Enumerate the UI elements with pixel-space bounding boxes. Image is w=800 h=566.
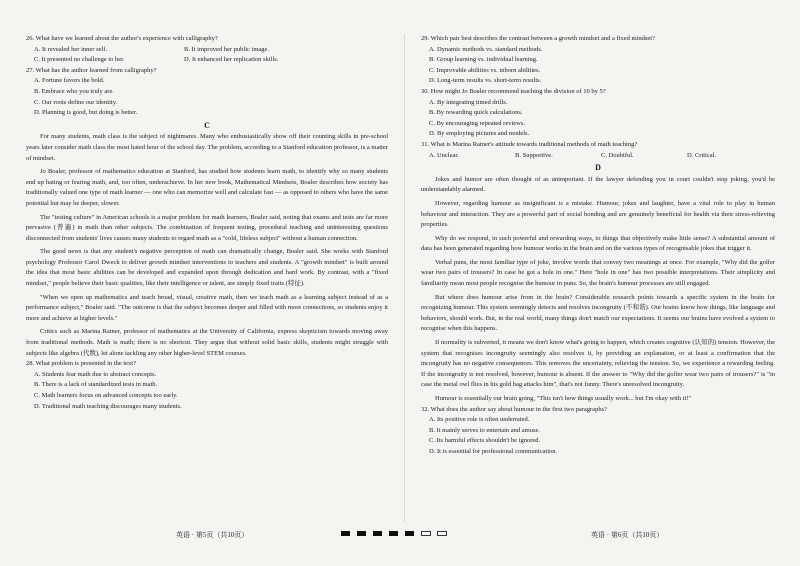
registration-mark	[341, 531, 350, 536]
passage-c-paragraph: Critics such as Marina Ratner, professor of mathematics at the University of California, express skepticism towards moving away from traditional methods. Math is math; there is no shortcut. They argue that without solid basic skills, students might struggle with subjects like algebra (代数), let alone tackling any other higher-level STEM courses.	[26, 328, 388, 357]
question-30-stem: 30. How might Jo Boaler recommend teaching the division of 10 by 5?	[421, 87, 606, 95]
column-divider	[404, 34, 405, 522]
passage-c-paragraph: "When we open up mathematics and teach broad, visual, creative math, then we teach math as a learning subject instead of as a performance subject," Boaler said. "The outcome is that the subject becomes deeper and filled with more connections, so students enjoy it more and achieve at higher levels."	[26, 293, 388, 322]
question-32	[421, 405, 775, 458]
right-column	[421, 34, 775, 458]
option-30a: A. By integrating timed drills.	[429, 98, 508, 106]
passage-d-paragraph: But where does humour arise from in the brain? Considerable research points towards a specific system in the brain for recognizing humour. This system seemingly detects and resolves incongruity (不和谐). Our brains know how things, like language and behaviors, should work. But, in the real world, many things don't match our expectations. It seems our brains have evolved a system to recognise when this happens.	[421, 293, 775, 333]
option-27c: C. Our roots define our identity.	[34, 98, 118, 106]
left-column	[26, 34, 388, 412]
passage-c-paragraph: For many students, math class is the subject of nightmares. Many who enthusiastically show off their counting skills in pre-school years later consider math class the most hated hour of the school day. The problem, according to a Stanford education professor, is a matter of mindset.	[26, 133, 388, 162]
option-28d: D. Traditional math teaching discourages many students.	[34, 402, 182, 410]
question-26-stem: 26. What have we learned about the author's experience with calligraphy?	[26, 35, 218, 42]
question-27	[26, 66, 388, 119]
passage-d-paragraph: Humour is essentially our brain going, "This isn't how things usually work... but I'm okay with it!"	[435, 395, 692, 402]
section-c-heading: C	[204, 120, 210, 130]
option-29a: A. Dynamic methods vs. standard methods.	[429, 45, 543, 53]
section-d-heading: D	[595, 163, 601, 173]
option-31c: C. Doubtful.	[601, 151, 634, 159]
option-26a: A. It revealed her inner self.	[34, 45, 108, 53]
option-30b: B. By rewarding quick calculations.	[429, 109, 523, 117]
registration-mark	[373, 531, 382, 536]
option-32c: C. Its harmful effects shouldn't be ignored.	[429, 437, 541, 445]
passage-d	[421, 175, 775, 405]
question-29	[421, 34, 775, 87]
registration-mark	[389, 531, 398, 536]
option-30c: C. By encouraging repeated reviews.	[429, 119, 526, 127]
passage-c-paragraph: Jo Boaler, professor of mathematics education at Stanford, has studied how students learn math, to identify why so many students end up hating or fearing math, and, too often, underachieve. In her new book, Mathematical Mindsets, Boaler describes how society has traditionally valued one type of math learner — one who can memorize well and calculate fast — as opposed to others who have the same potential but may be deeper, slower.	[26, 168, 388, 207]
option-26d: D. It enhanced her replication skills.	[184, 56, 279, 64]
question-30	[421, 87, 775, 140]
passage-c-paragraph: The "testing culture" in American schools is a major problem for math learners, Boaler said, noting that exams and tests are far more pervasive (普遍) in math than other subjects. The combination of frequent testing, procedural teaching and uninteresting questions disconnected from students' lives causes many students to regard math as a "cold, lifeless subject" without a human connection.	[26, 213, 388, 242]
option-27d: D. Planning is good, but doing is better.	[34, 109, 138, 117]
registration-mark	[437, 531, 447, 536]
option-26c: C. It presented no challenge to her.	[34, 56, 125, 64]
registration-mark	[357, 531, 366, 536]
option-27b: B. Embrace who you truly are.	[34, 87, 114, 95]
option-29c: C. Improvable abilities vs. inborn abilities.	[429, 66, 541, 74]
option-28b: B. There is a lack of standardized tests in math.	[34, 381, 158, 389]
print-registration-marks	[341, 530, 459, 537]
passage-d-paragraph: However, regarding humour as insignificant is a mistake. Humour, jokes and laughter, have a vital role to play in human behaviour and interaction. They are a powerful part of social bonding and are genuinely beneficial for health via their stress-relieving properties.	[421, 199, 775, 229]
option-28a: A. Students fear math due to abstract concepts.	[34, 370, 157, 378]
option-26b: B. It improved her public image.	[184, 45, 270, 53]
passage-d-paragraph: Verbal puns, the most familiar type of joke, involve words that convey two meanings at once. For example, "Why did the golfer wear two pairs of trousers? In case he got a hole in one." Here "hole in one" has two possible interpretations. Their simplicity and familiarity mean most people recognise the humour in puns. So, the brain's humour processes are still engaged.	[421, 258, 775, 288]
question-27-stem: 27. What has the author learned from calligraphy?	[26, 66, 157, 74]
option-29d: D. Long-term results vs. short-term results.	[429, 77, 542, 85]
option-31b: B. Supportive.	[515, 151, 553, 159]
page-footer-left: 英语 · 第5页（共10页）	[176, 531, 249, 539]
passage-d-paragraph: If normality is subverted, it means we don't know what's going to happen, which creates cognitive (认知的) tension. However, the system that recognises incongruity seemingly also resolves it, by providing an explanation, or at least a confirmation that the incongruity has no negative consequences. This removes the uncertainty, relieving the tension. So, we experience a rewarding feeling. If the incongruity is not resolved, however, humour is absent. If the answer to "Why did the golfer wear two pairs of trousers?" is "in case the metal owl flies in his gold bag attacks him", that's not funny. There's unresolved incongruity.	[421, 339, 775, 389]
option-29b: B. Group learning vs. individual learning.	[429, 56, 538, 64]
question-31	[421, 140, 775, 161]
option-32b: B. It mainly serves to entertain and amuse.	[429, 426, 541, 434]
option-31d: D. Critical.	[687, 151, 717, 159]
registration-mark	[421, 531, 431, 536]
question-28-stem: 28. What problem is presented in the text?	[26, 360, 136, 368]
passage-c	[26, 132, 388, 359]
option-32d: D. It is essential for professional communication.	[429, 447, 558, 455]
passage-d-paragraph: Why do we respond, in such powerful and rewarding ways, to things that objectively make little sense? A substantial amount of data has been generated regarding how humour works in the brain and on the various types of recognisable jokes that trigger it.	[421, 234, 775, 253]
question-29-stem: 29. Which pair best describes the contrast between a growth mindset and a fixed mindset?	[421, 35, 655, 42]
page-footer-right: 英语 · 第6页（共10页）	[591, 531, 664, 539]
option-28c: C. Math learners focus on advanced concepts too early.	[34, 392, 178, 399]
question-32-stem: 32. What does the author say about humour in the first two paragraphs?	[421, 405, 607, 413]
option-32a: A. Its positive role is often underrated.	[429, 416, 530, 424]
question-26	[26, 34, 388, 66]
registration-mark	[405, 531, 414, 536]
passage-d-paragraph: Jokes and humor are often thought of as unimportant. If the lawyer defending you in court couldn't stop joking, you'd be understandably alarmed.	[421, 175, 775, 194]
option-31a: A. Unclear.	[429, 151, 459, 159]
question-31-stem: 31. What is Marina Ratner's attitude towards traditional methods of math teaching?	[421, 140, 638, 148]
question-28	[26, 359, 388, 412]
option-30d: D. By employing pictures and models.	[429, 130, 530, 138]
option-27a: A. Fortune favors the bold.	[34, 77, 105, 85]
passage-c-paragraph: The good news is that any student's negative perception of math can dramatically change, Boaler said. She works with Stanford psychology Professor Carol Dweck to deliver growth mindset interventions to teachers and students. A "growth mindset" is built around the idea that most basic abilities can be developed and expanded upon through dedication and hard work. By contrast, with a "fixed mindset," people believe their basic qualities, like their intelligence or talent, are simply fixed traits (特征).	[26, 248, 388, 288]
